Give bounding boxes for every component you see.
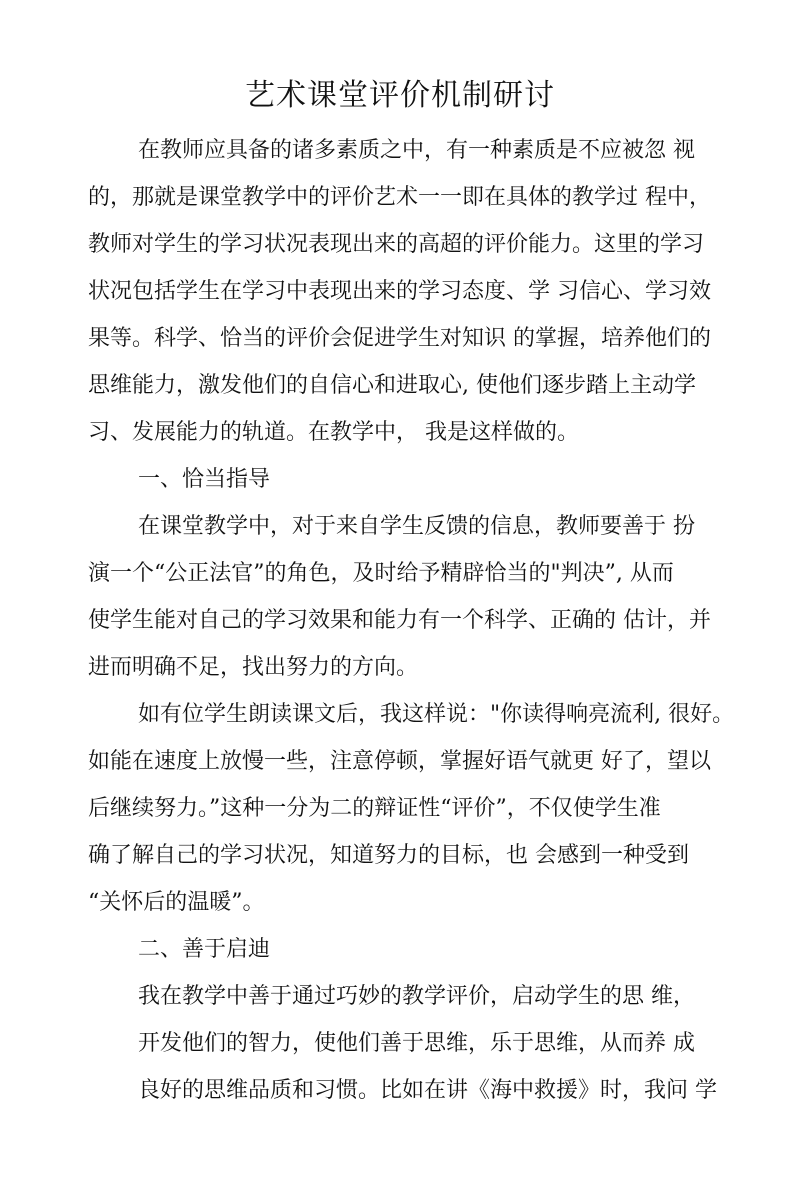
section-heading: 二、善于启迪 — [138, 937, 271, 962]
paragraph-line: 确了解自己的学习状况，知道努力的目标，也 会感到一种受到 — [88, 843, 689, 868]
paragraph-line: 我在教学中善于通过巧妙的教学评价，启动学生的思 维， — [138, 984, 695, 1009]
paragraph-line: 后继续努力。”这种一分为二的辩证性“评价”，不仅使学生准 — [88, 796, 661, 821]
paragraph-line: 进而明确不足，找出努力的方向。 — [88, 655, 419, 680]
paragraph-line: 的，那就是课堂教学中的评价艺术一一即在具体的教学过 程中， — [88, 185, 711, 210]
document-title: 艺术课堂评价机制研讨 — [245, 78, 555, 113]
paragraph-line: 习、发展能力的轨道。在教学中， 我是这样做的。 — [88, 420, 579, 445]
paragraph-line: 状况包括学生在学习中表现出来的学习态度、学 习信心、学习效 — [88, 279, 711, 304]
paragraph-line: 果等。科学、恰当的评价会促进学生对知识 的掌握，培养他们的 — [88, 326, 711, 351]
section-heading: 一、恰当指导 — [138, 467, 271, 492]
paragraph-line: 使学生能对自己的学习效果和能力有一个科学、正确的 估计，并 — [88, 608, 711, 633]
paragraph-line: 思维能力，激发他们的自信心和进取心, 使他们逐步踏上主动学 — [88, 373, 696, 398]
paragraph-line: 良好的思维品质和习惯。比如在讲《海中救援》时，我问 学 — [138, 1078, 717, 1103]
paragraph-line: 在教师应具备的诸多素质之中，有一种素质是不应被忽 视 — [138, 138, 695, 163]
paragraph-line: 开发他们的智力，使他们善于思维，乐于思维，从而养 成 — [138, 1031, 695, 1056]
paragraph-line: 教师对学生的学习状况表现出来的高超的评价能力。这里的学习 — [88, 232, 705, 257]
paragraph-line: 在课堂教学中，对于来自学生反馈的信息，教师要善于 扮 — [138, 514, 695, 539]
paragraph-line: 如能在速度上放慢一些，注意停顿，掌握好语气就更 好了，望以 — [88, 749, 711, 774]
paragraph-line: 如有位学生朗读课文后，我这样说："你读得响亮流利, 很好。 — [138, 702, 735, 727]
paragraph-line: 演一个“公正法官”的角色，及时给予精辟恰当的"判决”, 从而 — [88, 561, 674, 586]
paragraph-line: “关怀后的温暖”。 — [88, 890, 265, 915]
